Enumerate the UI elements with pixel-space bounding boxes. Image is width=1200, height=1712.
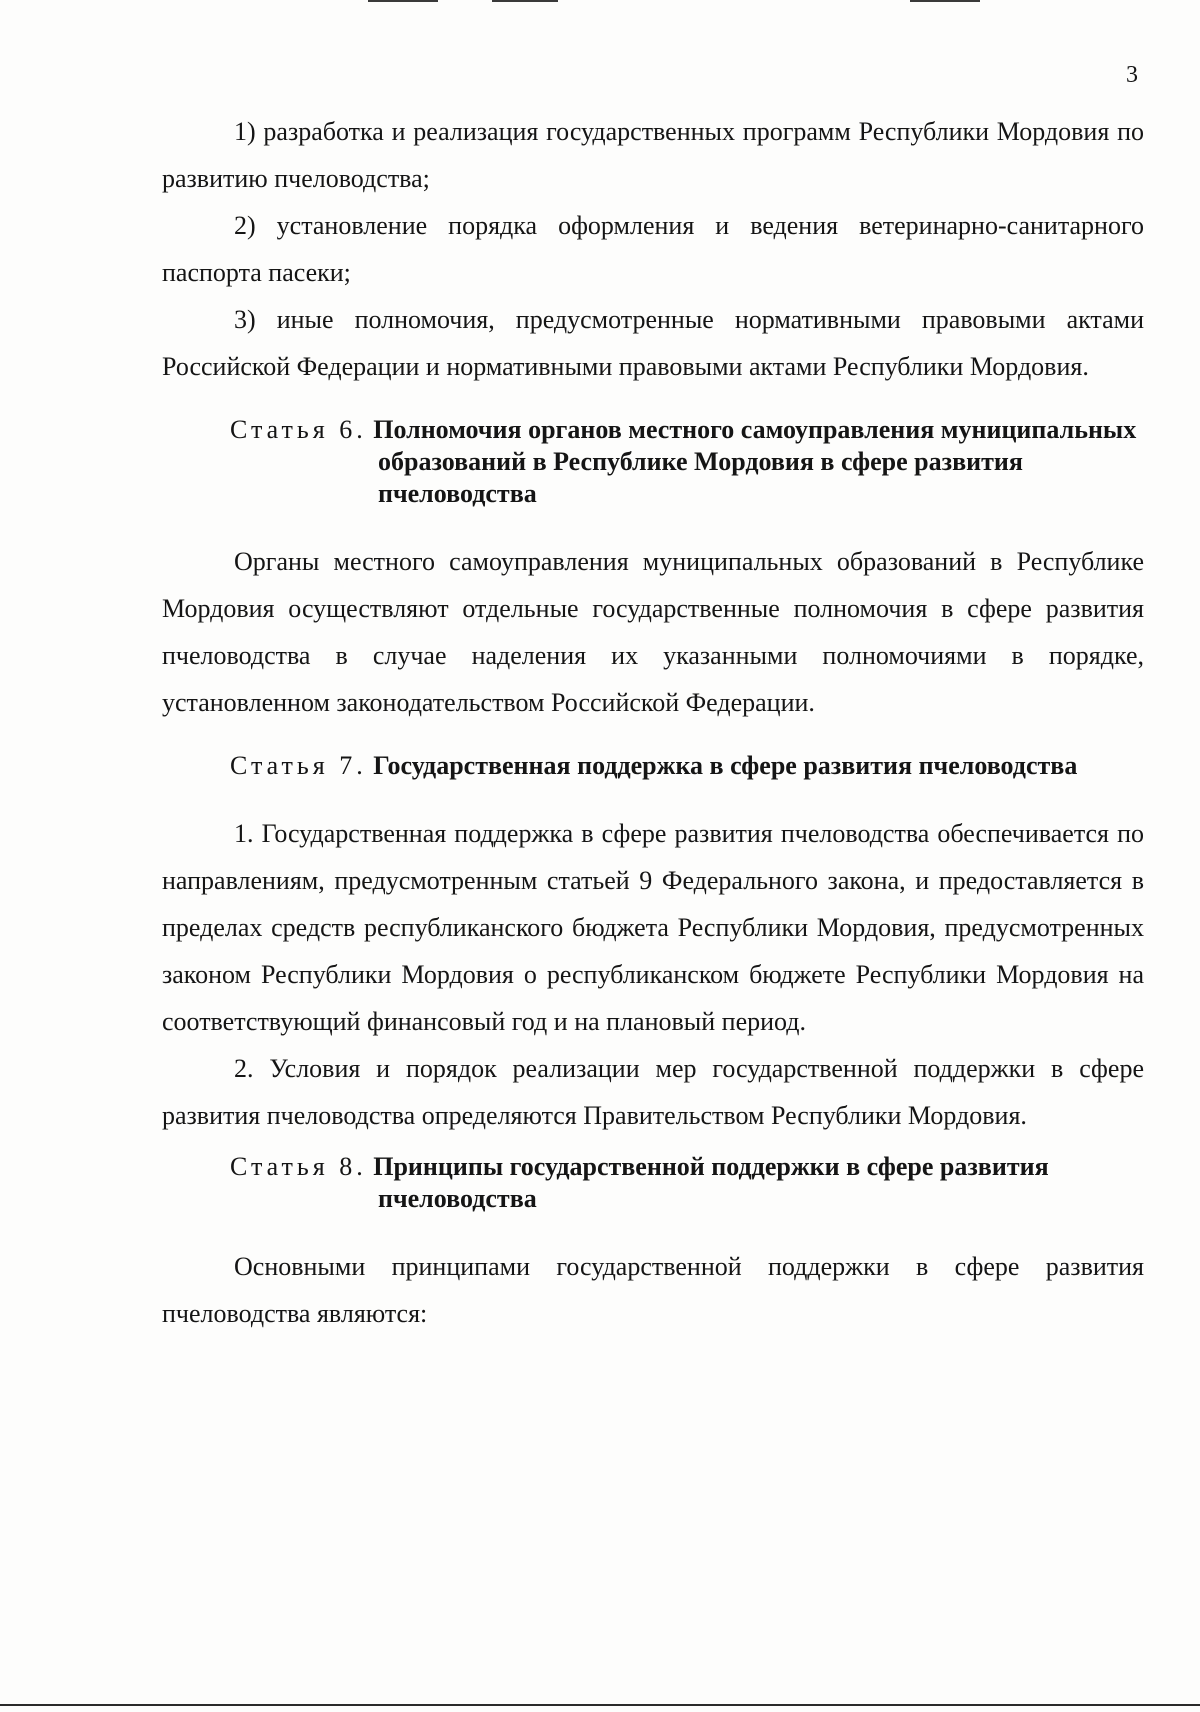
article-heading bbox=[162, 1151, 1144, 1215]
scan-artifact-line bbox=[368, 0, 438, 2]
document-body bbox=[162, 108, 1144, 1337]
article-heading bbox=[162, 750, 1144, 782]
scan-artifact-line bbox=[0, 1704, 1200, 1706]
article-title: Полномочия органов местного самоуправления муниципальных образований в Республике Мордовия в сфере развития пчеловодства bbox=[373, 415, 1137, 508]
paragraph: Основными принципами государственной поддержки в сфере развития пчеловодства являются: bbox=[162, 1252, 1144, 1328]
list-item: 1) разработка и реализация государственных программ Республики Мордовия по развитию пчеловодства; bbox=[162, 117, 1144, 193]
article-label: Статья 6. bbox=[230, 415, 367, 444]
scan-artifact-line bbox=[492, 0, 558, 2]
paragraph: 2. Условия и порядок реализации мер государственной поддержки в сфере развития пчеловодства определяются Правительством Республики Мордовия. bbox=[162, 1054, 1144, 1130]
list-item: 2) установление порядка оформления и ведения ветеринарно-санитарного паспорта пасеки; bbox=[162, 211, 1144, 287]
article-title: Государственная поддержка в сфере развития пчеловодства bbox=[373, 751, 1078, 780]
paragraph: Органы местного самоуправления муниципальных образований в Республике Мордовия осуществляют отдельные государственные полномочия в сфере развития пчеловодства в случае наделения их указанными полномочиями в порядке, установленном законодательством Российской Федерации. bbox=[162, 547, 1144, 717]
page-number: 3 bbox=[1126, 62, 1138, 88]
paragraph: 1. Государственная поддержка в сфере развития пчеловодства обеспечивается по направлениям, предусмотренным статьей 9 Федерального закона, и предоставляется в пределах средств республиканского бюджета Республики Мордовия, предусмотренных законом Республики Мордовия о республиканском бюджете Республики Мордовия на соответствующий финансовый год и на плановый период. bbox=[162, 819, 1144, 1036]
article-title: Принципы государственной поддержки в сфере развития пчеловодства bbox=[373, 1152, 1049, 1213]
scan-artifact-line bbox=[910, 0, 980, 2]
article-label: Статья 8. bbox=[230, 1152, 367, 1181]
article-heading bbox=[162, 414, 1144, 510]
list-item: 3) иные полномочия, предусмотренные нормативными правовыми актами Российской Федерации и нормативными правовыми актами Республики Мордовия. bbox=[162, 305, 1144, 381]
article-label: Статья 7. bbox=[230, 751, 367, 780]
